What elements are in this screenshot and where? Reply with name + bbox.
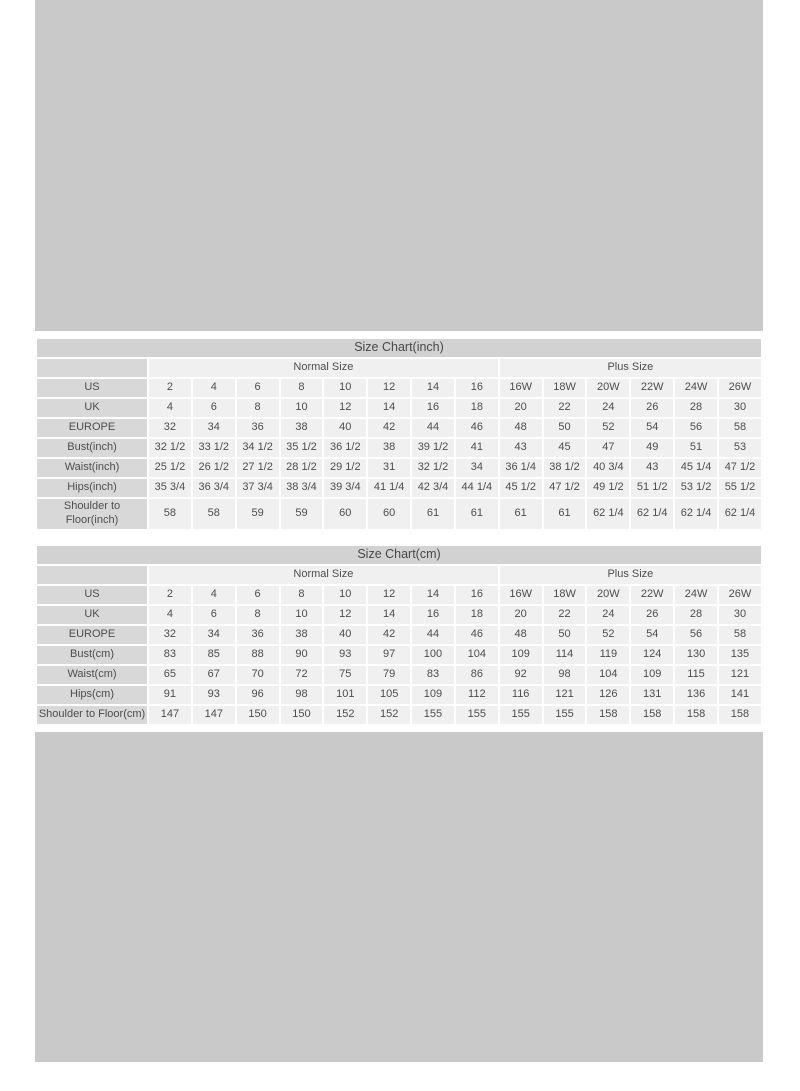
size-chart-inch-section — [35, 337, 763, 531]
size-cell: 56 — [674, 418, 718, 438]
size-cell: 93 — [192, 685, 236, 705]
row-label: Hips(cm) — [36, 685, 148, 705]
group-header-row — [36, 565, 762, 585]
size-cell: 22 — [543, 398, 587, 418]
row-label: Bust(cm) — [36, 645, 148, 665]
size-cell: 45 1/2 — [499, 478, 543, 498]
group-header-plus-size: Plus Size — [499, 565, 762, 585]
size-cell: 101 — [323, 685, 367, 705]
size-cell: 141 — [718, 685, 762, 705]
size-cell: 136 — [674, 685, 718, 705]
size-cell: 36 — [236, 625, 280, 645]
table-row — [36, 585, 762, 605]
size-chart-inch-table — [35, 337, 763, 531]
size-cell: 109 — [630, 665, 674, 685]
size-cell: 116 — [499, 685, 543, 705]
size-cell: 61 — [455, 498, 499, 530]
size-cell: 49 1/2 — [586, 478, 630, 498]
size-cell: 8 — [236, 398, 280, 418]
size-cell: 158 — [674, 705, 718, 725]
size-cell: 30 — [718, 398, 762, 418]
size-cell: 53 1/2 — [674, 478, 718, 498]
row-label: EUROPE — [36, 418, 148, 438]
size-cell: 41 — [455, 438, 499, 458]
size-cell: 75 — [323, 665, 367, 685]
table-row — [36, 378, 762, 398]
size-cell: 4 — [192, 585, 236, 605]
size-cell: 55 1/2 — [718, 478, 762, 498]
size-cell: 18 — [455, 398, 499, 418]
size-cell: 26 — [630, 605, 674, 625]
size-cell: 115 — [674, 665, 718, 685]
size-cell: 36 1/2 — [323, 438, 367, 458]
size-cell: 27 1/2 — [236, 458, 280, 478]
size-cell: 2 — [148, 378, 192, 398]
size-cell: 62 1/4 — [718, 498, 762, 530]
size-cell: 2 — [148, 585, 192, 605]
size-cell: 48 — [499, 625, 543, 645]
size-cell: 34 1/2 — [236, 438, 280, 458]
size-cell: 34 — [192, 418, 236, 438]
size-cell: 88 — [236, 645, 280, 665]
size-cell: 16W — [499, 585, 543, 605]
size-cell: 91 — [148, 685, 192, 705]
size-cell: 24W — [674, 585, 718, 605]
size-cell: 26 — [630, 398, 674, 418]
size-cell: 62 1/4 — [674, 498, 718, 530]
size-cell: 60 — [323, 498, 367, 530]
size-cell: 152 — [323, 705, 367, 725]
size-cell: 131 — [630, 685, 674, 705]
size-cell: 12 — [367, 585, 411, 605]
size-cell: 12 — [323, 398, 367, 418]
size-cell: 20W — [586, 378, 630, 398]
size-cell: 20 — [499, 398, 543, 418]
size-cell: 104 — [586, 665, 630, 685]
size-cell: 147 — [148, 705, 192, 725]
size-cell: 135 — [718, 645, 762, 665]
size-cell: 60 — [367, 498, 411, 530]
size-cell: 46 — [455, 418, 499, 438]
row-label: Waist(inch) — [36, 458, 148, 478]
size-cell: 10 — [280, 605, 324, 625]
size-cell: 61 — [543, 498, 587, 530]
size-cell: 147 — [192, 705, 236, 725]
row-label: UK — [36, 398, 148, 418]
table-row — [36, 705, 762, 725]
group-header-normal-size: Normal Size — [148, 565, 499, 585]
size-cell: 33 1/2 — [192, 438, 236, 458]
table-row — [36, 685, 762, 705]
size-cell: 152 — [367, 705, 411, 725]
size-cell: 47 1/2 — [718, 458, 762, 478]
table-row — [36, 478, 762, 498]
size-cell: 22W — [630, 585, 674, 605]
size-cell: 42 — [367, 625, 411, 645]
size-cell: 32 1/2 — [148, 438, 192, 458]
size-cell: 32 — [148, 625, 192, 645]
table-row — [36, 438, 762, 458]
size-cell: 44 — [411, 418, 455, 438]
table-row — [36, 665, 762, 685]
size-cell: 40 — [323, 418, 367, 438]
size-cell: 58 — [148, 498, 192, 530]
size-cell: 126 — [586, 685, 630, 705]
size-cell: 98 — [280, 685, 324, 705]
size-cell: 105 — [367, 685, 411, 705]
size-cell: 52 — [586, 418, 630, 438]
size-cell: 45 1/4 — [674, 458, 718, 478]
size-cell: 6 — [192, 398, 236, 418]
table-body — [36, 378, 762, 530]
size-cell: 12 — [323, 605, 367, 625]
size-cell: 44 — [411, 625, 455, 645]
corner-cell — [36, 358, 148, 378]
size-cell: 4 — [192, 378, 236, 398]
row-label: Shoulder to Floor(cm) — [36, 705, 148, 725]
size-cell: 18W — [543, 378, 587, 398]
size-cell: 37 3/4 — [236, 478, 280, 498]
title-row — [36, 545, 762, 565]
size-cell: 61 — [499, 498, 543, 530]
size-cell: 45 — [543, 438, 587, 458]
table-row — [36, 605, 762, 625]
size-cell: 58 — [718, 625, 762, 645]
size-cell: 83 — [148, 645, 192, 665]
size-cell: 158 — [630, 705, 674, 725]
size-cell: 16W — [499, 378, 543, 398]
size-cell: 62 1/4 — [630, 498, 674, 530]
size-cell: 51 1/2 — [630, 478, 674, 498]
size-cell: 130 — [674, 645, 718, 665]
size-chart-cm-table — [35, 544, 763, 726]
size-cell: 14 — [367, 398, 411, 418]
size-cell: 54 — [630, 625, 674, 645]
size-cell: 97 — [367, 645, 411, 665]
row-label: US — [36, 585, 148, 605]
size-cell: 114 — [543, 645, 587, 665]
corner-cell — [36, 565, 148, 585]
size-cell: 100 — [411, 645, 455, 665]
size-cell: 50 — [543, 625, 587, 645]
size-cell: 51 — [674, 438, 718, 458]
size-cell: 12 — [367, 378, 411, 398]
size-cell: 20W — [586, 585, 630, 605]
size-cell: 6 — [236, 378, 280, 398]
table-title: Size Chart(inch) — [36, 338, 762, 358]
row-label: US — [36, 378, 148, 398]
size-cell: 24W — [674, 378, 718, 398]
size-cell: 24 — [586, 605, 630, 625]
size-cell: 52 — [586, 625, 630, 645]
size-cell: 29 1/2 — [323, 458, 367, 478]
size-cell: 59 — [236, 498, 280, 530]
size-cell: 28 — [674, 398, 718, 418]
size-cell: 59 — [280, 498, 324, 530]
size-cell: 18 — [455, 605, 499, 625]
size-cell: 8 — [280, 585, 324, 605]
size-cell: 93 — [323, 645, 367, 665]
size-cell: 104 — [455, 645, 499, 665]
size-cell: 38 — [367, 438, 411, 458]
size-cell: 124 — [630, 645, 674, 665]
size-cell: 14 — [411, 378, 455, 398]
size-cell: 6 — [192, 605, 236, 625]
size-cell: 4 — [148, 605, 192, 625]
size-cell: 43 — [499, 438, 543, 458]
size-cell: 36 1/4 — [499, 458, 543, 478]
size-cell: 155 — [499, 705, 543, 725]
row-label: Hips(inch) — [36, 478, 148, 498]
size-cell: 44 1/4 — [455, 478, 499, 498]
size-cell: 155 — [411, 705, 455, 725]
row-label: Bust(inch) — [36, 438, 148, 458]
size-cell: 119 — [586, 645, 630, 665]
size-cell: 72 — [280, 665, 324, 685]
size-cell: 36 3/4 — [192, 478, 236, 498]
size-cell: 70 — [236, 665, 280, 685]
size-cell: 32 — [148, 418, 192, 438]
size-cell: 58 — [718, 418, 762, 438]
size-cell: 30 — [718, 605, 762, 625]
size-cell: 26W — [718, 378, 762, 398]
row-label: Shoulder to Floor(inch) — [36, 498, 148, 530]
table-body — [36, 585, 762, 725]
group-header-plus-size: Plus Size — [499, 358, 762, 378]
size-cell: 10 — [280, 398, 324, 418]
table-row — [36, 458, 762, 478]
size-cell: 16 — [455, 585, 499, 605]
size-cell: 16 — [455, 378, 499, 398]
size-cell: 90 — [280, 645, 324, 665]
size-cell: 61 — [411, 498, 455, 530]
size-cell: 22W — [630, 378, 674, 398]
size-cell: 150 — [280, 705, 324, 725]
size-cell: 47 1/2 — [543, 478, 587, 498]
size-cell: 53 — [718, 438, 762, 458]
size-cell: 40 — [323, 625, 367, 645]
product-image-placeholder-bottom — [35, 732, 763, 1062]
size-cell: 38 — [280, 418, 324, 438]
table-row — [36, 418, 762, 438]
size-cell: 26W — [718, 585, 762, 605]
size-cell: 39 1/2 — [411, 438, 455, 458]
table-row — [36, 625, 762, 645]
size-cell: 20 — [499, 605, 543, 625]
size-cell: 4 — [148, 398, 192, 418]
size-cell: 34 — [455, 458, 499, 478]
size-cell: 121 — [543, 685, 587, 705]
group-header-normal-size: Normal Size — [148, 358, 499, 378]
size-cell: 50 — [543, 418, 587, 438]
size-cell: 22 — [543, 605, 587, 625]
size-cell: 34 — [192, 625, 236, 645]
size-cell: 58 — [192, 498, 236, 530]
size-cell: 85 — [192, 645, 236, 665]
row-label: Waist(cm) — [36, 665, 148, 685]
size-cell: 56 — [674, 625, 718, 645]
size-cell: 65 — [148, 665, 192, 685]
size-cell: 10 — [323, 378, 367, 398]
content-column — [35, 0, 763, 1062]
size-cell: 92 — [499, 665, 543, 685]
size-cell: 41 1/4 — [367, 478, 411, 498]
size-cell: 112 — [455, 685, 499, 705]
size-cell: 155 — [455, 705, 499, 725]
table-row — [36, 498, 762, 530]
size-cell: 47 — [586, 438, 630, 458]
size-cell: 158 — [718, 705, 762, 725]
size-cell: 109 — [411, 685, 455, 705]
size-cell: 121 — [718, 665, 762, 685]
size-cell: 98 — [543, 665, 587, 685]
size-cell: 25 1/2 — [148, 458, 192, 478]
size-cell: 10 — [323, 585, 367, 605]
product-image-placeholder-top — [35, 0, 763, 331]
size-cell: 79 — [367, 665, 411, 685]
size-cell: 26 1/2 — [192, 458, 236, 478]
size-cell: 54 — [630, 418, 674, 438]
size-cell: 86 — [455, 665, 499, 685]
size-cell: 43 — [630, 458, 674, 478]
size-cell: 8 — [280, 378, 324, 398]
size-cell: 96 — [236, 685, 280, 705]
size-cell: 28 — [674, 605, 718, 625]
table-row — [36, 645, 762, 665]
size-cell: 16 — [411, 398, 455, 418]
size-cell: 158 — [586, 705, 630, 725]
size-cell: 35 1/2 — [280, 438, 324, 458]
size-cell: 16 — [411, 605, 455, 625]
size-cell: 14 — [367, 605, 411, 625]
size-cell: 24 — [586, 398, 630, 418]
row-label: EUROPE — [36, 625, 148, 645]
size-cell: 155 — [543, 705, 587, 725]
title-row — [36, 338, 762, 358]
group-header-row — [36, 358, 762, 378]
table-row — [36, 398, 762, 418]
row-label: UK — [36, 605, 148, 625]
size-cell: 48 — [499, 418, 543, 438]
size-cell: 42 — [367, 418, 411, 438]
size-cell: 18W — [543, 585, 587, 605]
size-cell: 46 — [455, 625, 499, 645]
size-cell: 38 — [280, 625, 324, 645]
size-cell: 150 — [236, 705, 280, 725]
size-cell: 39 3/4 — [323, 478, 367, 498]
size-cell: 38 1/2 — [543, 458, 587, 478]
size-cell: 14 — [411, 585, 455, 605]
size-cell: 32 1/2 — [411, 458, 455, 478]
size-cell: 109 — [499, 645, 543, 665]
size-cell: 31 — [367, 458, 411, 478]
size-cell: 6 — [236, 585, 280, 605]
size-cell: 35 3/4 — [148, 478, 192, 498]
size-cell: 67 — [192, 665, 236, 685]
size-cell: 49 — [630, 438, 674, 458]
size-cell: 38 3/4 — [280, 478, 324, 498]
table-title: Size Chart(cm) — [36, 545, 762, 565]
size-cell: 62 1/4 — [586, 498, 630, 530]
size-cell: 28 1/2 — [280, 458, 324, 478]
size-cell: 8 — [236, 605, 280, 625]
size-chart-cm-section — [35, 544, 763, 726]
size-cell: 83 — [411, 665, 455, 685]
size-cell: 40 3/4 — [586, 458, 630, 478]
size-cell: 36 — [236, 418, 280, 438]
size-cell: 42 3/4 — [411, 478, 455, 498]
